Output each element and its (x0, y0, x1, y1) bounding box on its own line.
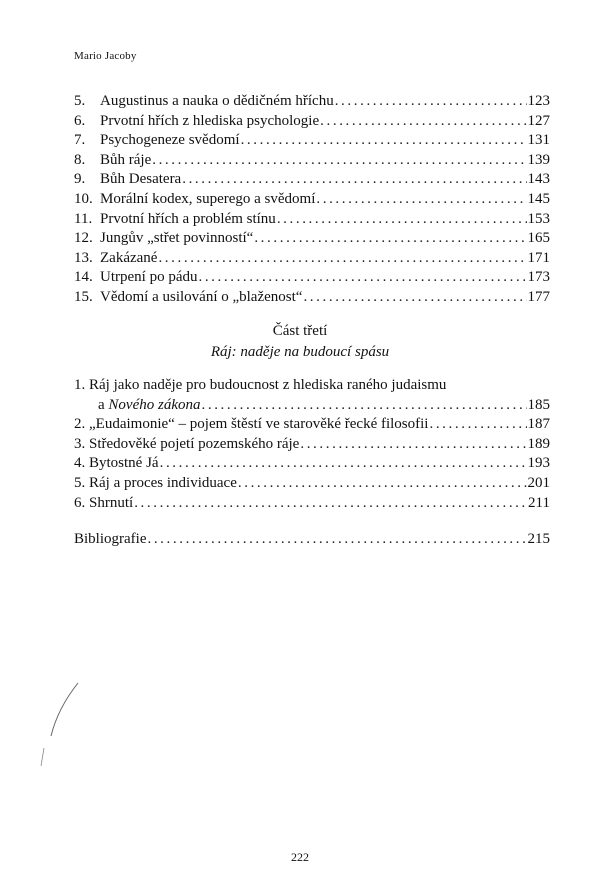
dot-leader (241, 131, 527, 151)
dot-leader (182, 170, 526, 190)
toc-entry-title: Morální kodex, superego a svědomí (100, 190, 316, 207)
toc-entry-page: 127 (527, 112, 550, 129)
running-header-author: Mario Jacoby (74, 50, 137, 62)
toc-entry-title: 5. Ráj a proces individuace (74, 474, 237, 491)
toc-entry[interactable] (74, 530, 550, 550)
part-subtitle: Ráj: naděje na budoucí spásu (210, 344, 390, 360)
page-number: 222 (291, 850, 309, 864)
toc-entry-title: Augustinus a nauka o dědičném hříchu (100, 93, 334, 109)
dot-leader (198, 268, 526, 288)
dot-leader (277, 210, 527, 230)
toc-entry[interactable] (74, 190, 550, 210)
dot-leader (300, 435, 526, 455)
toc-entry[interactable] (74, 494, 550, 514)
dot-leader (147, 530, 526, 550)
toc-entry-page: 187 (527, 416, 550, 433)
toc-entry-title: Vědomí a usilování o „blaženost“ (100, 288, 303, 305)
toc-entry-title: Utrpení po pádu (100, 269, 198, 286)
toc-entry[interactable] (74, 92, 550, 112)
toc-entry-number: 7. (74, 132, 86, 149)
toc-entry-page: 193 (527, 455, 550, 472)
toc-entry-page: 145 (527, 190, 550, 207)
toc-entry[interactable] (74, 288, 550, 308)
toc-entry-page: 211 (528, 494, 550, 511)
toc-entry-number: 5. (74, 93, 86, 109)
toc-entry-page: 215 (527, 531, 550, 547)
toc-entry-number: 14. (74, 269, 93, 286)
toc-entry-title: 2. „Eudaimonie“ – pojem štěstí ve starověké řecké filosofii (74, 416, 429, 433)
toc-entry-title: Bibliografie (74, 531, 147, 547)
toc-entry-title: Bůh ráje (100, 151, 152, 168)
toc-entry-number: 6. (74, 112, 86, 129)
dot-leader (316, 190, 526, 210)
dot-leader (320, 112, 526, 132)
toc-entry[interactable] (74, 112, 550, 132)
toc-entry[interactable] (74, 415, 550, 435)
toc-entry-page: 171 (527, 249, 550, 266)
dot-leader (134, 494, 527, 514)
toc-entry-number: 15. (74, 288, 93, 305)
toc-entry-page: 131 (527, 132, 550, 149)
toc-entry-title: Zakázané (100, 249, 158, 266)
dot-leader (254, 229, 526, 249)
toc-entry[interactable] (74, 151, 550, 171)
toc-entry[interactable] (74, 435, 550, 455)
dot-leader (160, 454, 527, 474)
toc-entry-title-cont (98, 396, 201, 416)
toc-entry-title: Jungův „střet povinností“ (100, 230, 254, 247)
dot-leader (152, 151, 526, 171)
toc-entry-number: 12. (74, 230, 93, 247)
toc-entry-page: 139 (527, 151, 550, 168)
toc-entry-page: 177 (527, 288, 550, 305)
toc-entry-title: 1. Ráj jako naděje pro budoucnost z hlediska raného judaismu (74, 377, 447, 393)
toc-entry-title: Prvotní hřích a problém stínu (100, 210, 276, 227)
dot-leader (335, 92, 527, 112)
toc-entry-page: 143 (527, 171, 550, 188)
toc-bibliography (74, 530, 550, 550)
toc-part-two (74, 92, 550, 308)
toc-entry-number: 8. (74, 151, 86, 168)
dot-leader (303, 288, 526, 308)
toc-entry-page: 173 (527, 269, 550, 286)
toc-entry[interactable] (74, 474, 550, 494)
dot-leader (158, 249, 526, 269)
toc-entry[interactable] (74, 210, 550, 230)
toc-entry-title: 4. Bytostné Já (74, 455, 159, 472)
toc-entry-title: 3. Středověké pojetí pozemského ráje (74, 435, 300, 452)
toc-entry-number: 10. (74, 190, 93, 207)
toc-entry[interactable] (74, 454, 550, 474)
toc-entry-page: 189 (527, 435, 550, 452)
toc-entry[interactable] (74, 131, 550, 151)
toc-entry-page: 201 (527, 474, 550, 491)
toc-entry[interactable] (74, 249, 550, 269)
toc-part-three (74, 376, 550, 513)
toc-entry-title: Bůh Desatera (100, 171, 182, 188)
toc-entry-continuation[interactable] (74, 396, 550, 416)
dot-leader (202, 396, 527, 416)
dot-leader (238, 474, 527, 494)
toc-entry-number: 13. (74, 249, 93, 266)
toc-entry-number: 11. (74, 210, 93, 227)
title-italic: Nového zákona (108, 396, 201, 413)
toc-entry-number: 9. (74, 171, 86, 188)
toc-entry-page: 123 (527, 93, 550, 109)
part-heading: Část třetí (272, 323, 328, 339)
toc-entry-title: 6. Shrnutí (74, 494, 134, 511)
toc-entry-page: 153 (527, 210, 550, 227)
toc-entry-title: Psychogeneze svědomí (100, 132, 240, 149)
title-prefix: a (98, 396, 109, 413)
toc-entry[interactable] (74, 170, 550, 190)
toc-entry[interactable] (74, 229, 550, 249)
toc-entry-first-line[interactable] (74, 376, 550, 396)
toc-entry-page: 165 (527, 230, 550, 247)
toc-entry-page: 185 (527, 396, 550, 413)
toc-entry-title: Prvotní hřích z hlediska psychologie (100, 112, 320, 129)
dot-leader (429, 415, 526, 435)
toc-entry[interactable] (74, 268, 550, 288)
